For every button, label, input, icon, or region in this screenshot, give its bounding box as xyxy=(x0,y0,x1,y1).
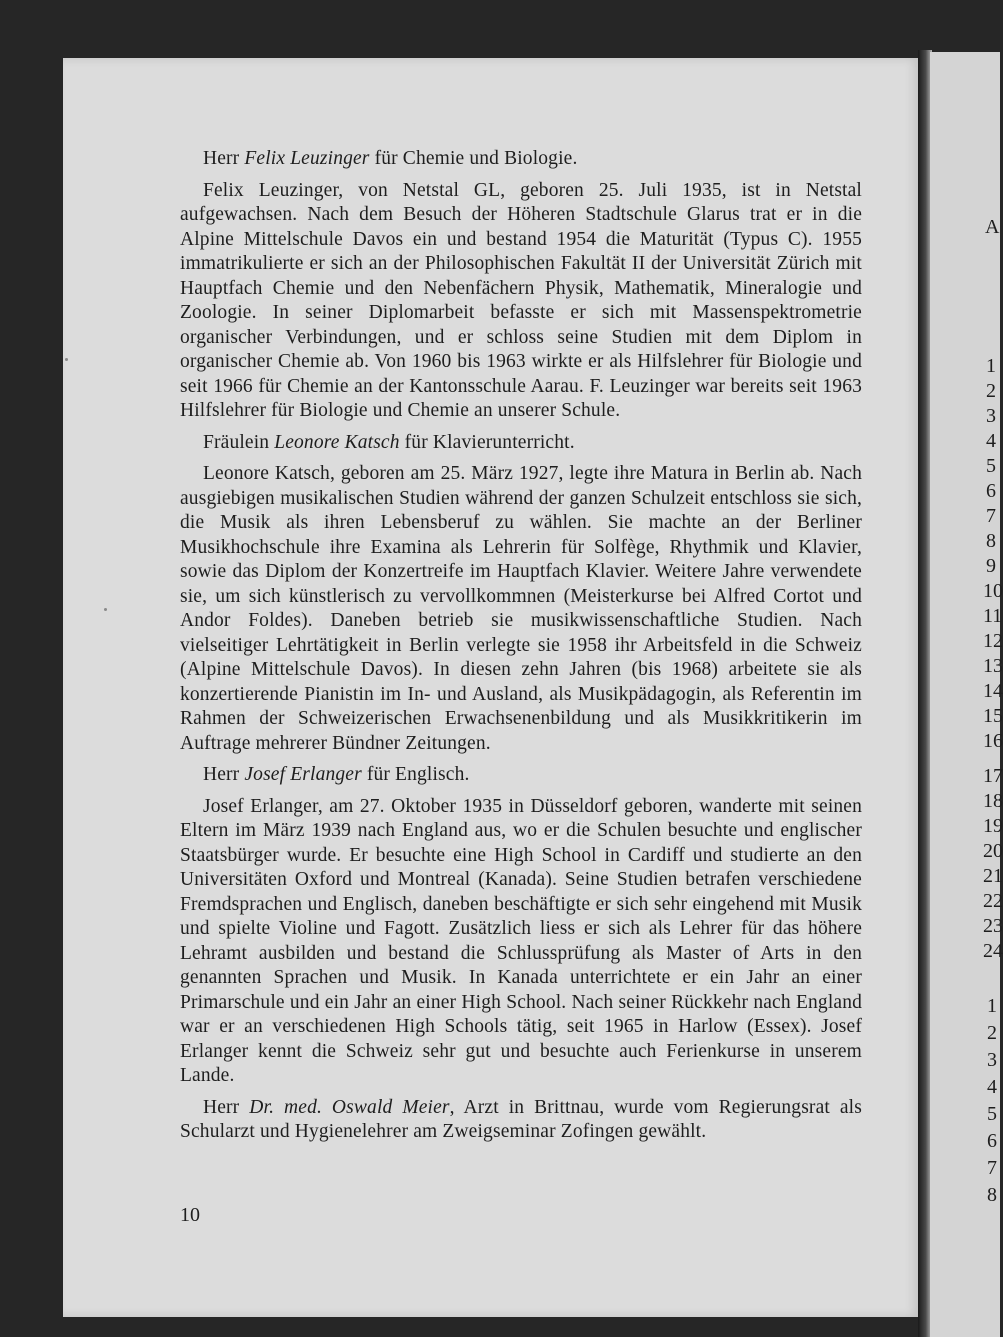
paragraph-erlanger-bio: Josef Erlanger, am 27. Oktober 1935 in Düsseldorf geboren, wanderte mit seinen Eltern im März 1939 nach England aus, wo er die Schulen besuchte und englischer Staatsbürger wurde. Er besuchte eine High School in Cardiff und studierte an den Universitäten Oxford und Montreal (Kanada). Seine Studien betrafen verschiedene Fremdsprachen und Englisch, daneben beschäftigte er sich sehr eingehend mit Musik und spielte Violine und Fagott. Zusätzlich liess er sich als Lehrer für das höhere Lehramt ausbilden und bestand die Schlussprüfung als Master of Arts in den genannten Sprachen und Musik. In Kanada unterrichtete er ein Jahr an einer Primarschule und ein Jahr an einer High School. Nach seiner Rückkehr nach England war er an verschiedenen High Schools tätig, seit 1965 in Harlow (Essex). Josef Erlanger kennt die Schweiz sehr gut und besuchte auch Ferienkurse in unserem Lande. xyxy=(180,795,862,1086)
paper-speck xyxy=(104,608,107,611)
margin-list-number: 22 xyxy=(983,890,1003,912)
heading-prefix: Fräulein xyxy=(203,431,275,453)
margin-list-number: 4 xyxy=(986,430,996,452)
margin-list-number: 2 xyxy=(987,1022,997,1044)
paragraph-leuzinger-bio: Felix Leuzinger, von Netstal GL, geboren 25. Juli 1935, ist in Netstal aufgewachsen. Nach dem Besuch der Höheren Stadtschule Glarus trat er in die Alpine Mittelschule Davos ein und bestand 1954 die Maturität (Typus C). 1955 immatrikulierte er sich an der Philosophischen Fakultät II der Universität Zürich mit Hauptfach Chemie und den Nebenfächern Physik, Mathematik, Mineralogie und Zoologie. In seiner Diplomarbeit befasste er sich mit Massenspektrometrie organischer Verbindungen, und er schloss seine Studien mit dem Diplom in organischer Chemie ab. Von 1960 bis 1963 wirkte er als Hilfslehrer für Biologie und seit 1966 für Chemie an der Kantonsschule Aarau. F. Leuzinger war bereits seit 1963 Hilfslehrer für Biologie und Chemie an unserer Schule. xyxy=(180,179,862,421)
margin-list-number: 1 xyxy=(987,995,997,1017)
margin-list-number: 6 xyxy=(987,1130,997,1152)
margin-list-number: 15 xyxy=(983,705,1003,727)
paragraph-katsch-bio: Leonore Katsch, geboren am 25. März 1927, legte ihre Matura in Berlin ab. Nach ausgiebigen musikalischen Studien während der ganzen Schulzeit entschloss sie sich, die Musik als ihren Lebensberuf zu wählen. Sie machte an der Berliner Musikhochschule ihre Examina als Lehrerin für Solfège, Rhythmik und Klavier, sowie das Diplom der Konzertreife im Hauptfach Klavier. Weitere Jahre verwendete sie, um sich künstlerisch zu vervollkommnen (Meisterkurse bei Alfred Cortot und Andor Foldes). Daneben betrieb sie musikwissenschaftliche Studien. Nach vielseitiger Lehrtätigkeit in Berlin verlegte sie 1958 ihr Arbeitsfeld in die Schweiz (Alpine Mittelschule Davos). In diesen zehn Jahren (bis 1968) arbeitete sie als konzertierende Pianistin im In- und Ausland, als Musikpädagogin, als Referentin im Rahmen der Schweizerischen Erwachsenenbildung und als Musikkritikerin im Auftrage mehrerer Bündner Zeitungen. xyxy=(180,463,862,754)
margin-list-number: 3 xyxy=(987,1049,997,1071)
margin-list-number: 7 xyxy=(987,1157,997,1179)
margin-list-number: 8 xyxy=(986,530,996,552)
margin-list-number: 5 xyxy=(986,455,996,477)
person-name: Josef Erlanger xyxy=(244,764,362,785)
person-name: Felix Leuzinger xyxy=(244,148,370,169)
margin-list-number: 10 xyxy=(983,580,1003,602)
page-text xyxy=(180,147,862,1152)
margin-list-number: 6 xyxy=(986,480,996,502)
paragraph-heading-erlanger xyxy=(180,763,862,788)
margin-list-number: 16 xyxy=(983,730,1003,752)
margin-list-number: 24 xyxy=(983,940,1003,962)
margin-list-number: 21 xyxy=(983,865,1003,887)
margin-list-number: 5 xyxy=(987,1103,997,1125)
margin-header-letter: A xyxy=(985,216,1000,238)
paragraph-meier xyxy=(180,1096,862,1145)
paper-speck xyxy=(65,358,68,361)
margin-list-number: 1 xyxy=(986,355,996,377)
margin-list-number: 20 xyxy=(983,840,1003,862)
margin-list-number: 14 xyxy=(983,680,1003,702)
margin-list-number: 12 xyxy=(983,630,1003,652)
margin-list-number: 17 xyxy=(983,765,1003,787)
heading-suffix: für Klavierunterricht. xyxy=(399,431,575,453)
heading-prefix: Herr xyxy=(203,148,245,169)
margin-list-number: 9 xyxy=(986,555,996,577)
margin-list-number: 11 xyxy=(983,605,1003,627)
margin-list-number: 23 xyxy=(983,915,1003,937)
heading-suffix: für Chemie und Biologie. xyxy=(369,148,578,169)
page-number: 10 xyxy=(180,1204,200,1226)
paragraph-heading-katsch xyxy=(180,431,862,456)
heading-suffix: , Arzt in Brittnau, wurde vom Regierungsrat als Schularzt und Hygienelehrer am Zweigseminar Zofingen gewählt. xyxy=(180,1096,862,1142)
heading-suffix: für Englisch. xyxy=(361,764,470,785)
heading-prefix: Herr xyxy=(203,1096,250,1118)
margin-list-number: 13 xyxy=(983,655,1003,677)
paragraph-heading-leuzinger xyxy=(180,147,862,172)
heading-prefix: Herr xyxy=(203,764,245,785)
person-name: Leonore Katsch xyxy=(274,431,400,453)
margin-list-number: 2 xyxy=(986,380,996,402)
margin-list-number: 19 xyxy=(983,815,1003,837)
person-name: Dr. med. Oswald Meier xyxy=(249,1096,450,1118)
margin-list-number: 3 xyxy=(986,405,996,427)
margin-list-number: 4 xyxy=(987,1076,997,1098)
margin-list-number: 18 xyxy=(983,790,1003,812)
margin-list-number: 7 xyxy=(986,505,996,527)
margin-list-number: 8 xyxy=(987,1184,997,1206)
